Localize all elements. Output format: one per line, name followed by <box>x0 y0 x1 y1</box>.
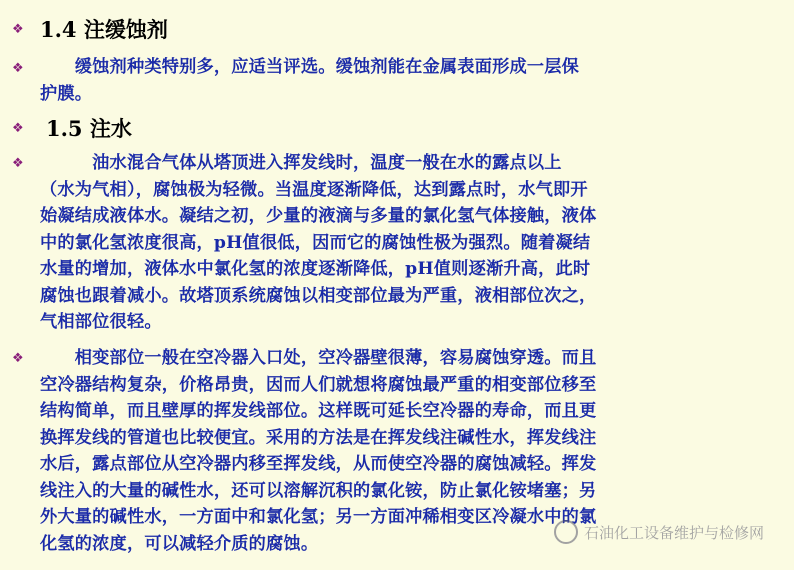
section-1-5-paragraph-1 <box>40 150 780 336</box>
paragraph-line: 腐蚀也跟着减小。故塔顶系统腐蚀以相变部位最为严重，液相部位次之， <box>40 285 597 306</box>
paragraph-line: 空冷器结构复杂，价格昂贵，因而人们就想将腐蚀最严重的相变部位移至 <box>40 374 597 395</box>
section-1-4-heading: 1.4 注缓蚀剂 <box>40 17 168 42</box>
paragraph-line: 线注入的大量的碱性水，还可以溶解沉积的氯化铵，防止氯化铵堵塞；另 <box>40 480 597 501</box>
paragraph-line: 化氢的浓度，可以减轻介质的腐蚀。 <box>40 533 319 554</box>
bullet-icon: ❖ <box>12 22 24 37</box>
paragraph-line: 水量的增加，液体水中氯化氢的浓度逐渐降低，pH值则逐渐升高，此时 <box>40 259 591 279</box>
paragraph-line: 外大量的碱性水，一方面中和氯化氢；另一方面冲稀相变区冷凝水中的氯 <box>40 507 597 527</box>
watermark <box>554 520 764 544</box>
paragraph-line: 护膜。 <box>40 83 93 104</box>
paragraph-line: 水后，露点部位从空冷器内移至挥发线，从而使空冷器的腐蚀减轻。挥发 <box>40 454 597 474</box>
bullet-icon: ❖ <box>12 156 24 171</box>
section-1-4-paragraph <box>40 54 780 107</box>
paragraph-line: 换挥发线的管道也比较便宜。采用的方法是在挥发线注碱性水，挥发线注 <box>40 427 597 448</box>
bullet-icon: ❖ <box>12 121 24 136</box>
wechat-icon <box>554 520 578 544</box>
paragraph-line: 气相部位很轻。 <box>40 312 162 332</box>
section-1-5-heading: 1.5 注水 <box>46 116 132 141</box>
watermark-text: 石油化工设备维护与检修网 <box>583 523 764 542</box>
paragraph-line: （水为气相），腐蚀极为轻微。当温度逐渐降低，达到露点时，水气即开 <box>40 179 588 200</box>
bullet-icon: ❖ <box>12 61 24 76</box>
bullet-icon: ❖ <box>12 351 24 366</box>
paragraph-line: 油水混合气体从塔顶进入挥发线时，温度一般在水的露点以上 <box>40 153 562 173</box>
paragraph-line: 相变部位一般在空冷器入口处，空冷器壁很薄，容易腐蚀穿透。而且 <box>40 348 597 368</box>
paragraph-line: 始凝结成液体水。凝结之初，少量的液滴与多量的氯化氢气体接触，液体 <box>40 206 597 226</box>
paragraph-line: 中的氯化氢浓度很高，pH值很低，因而它的腐蚀性极为强烈。随着凝结 <box>40 232 591 253</box>
paragraph-line: 结构简单，而且壁厚的挥发线部位。这样既可延长空冷器的寿命，而且更 <box>40 401 597 421</box>
paragraph-line: 缓蚀剂种类特别多，应适当评选。缓蚀剂能在金属表面形成一层保 <box>40 57 580 77</box>
